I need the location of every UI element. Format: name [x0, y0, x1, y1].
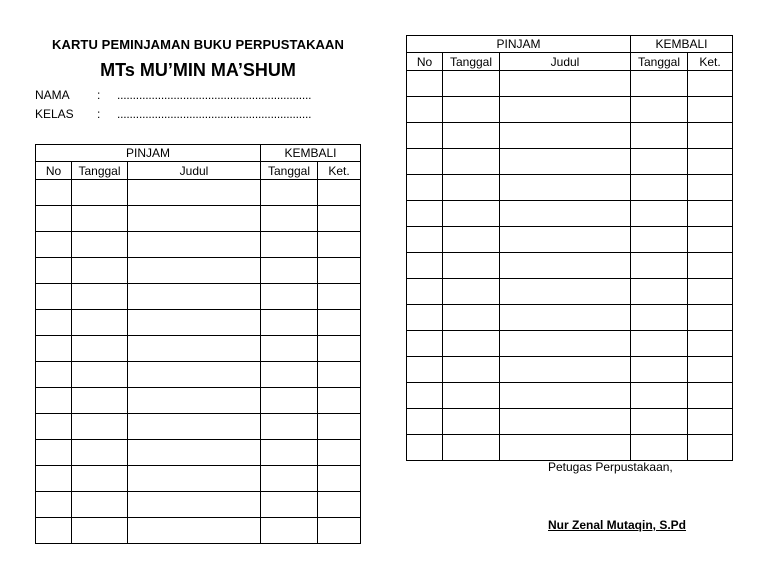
table-row [36, 362, 361, 388]
table-cell [443, 97, 500, 123]
table-cell [128, 440, 261, 466]
table-cell [261, 388, 318, 414]
table-cell [261, 362, 318, 388]
header-tanggal-pinjam: Tanggal [72, 162, 128, 180]
table-cell [631, 435, 688, 461]
signature-name: Nur Zenal Mutaqin, S.Pd [548, 518, 687, 532]
table-cell [407, 227, 443, 253]
table-cell [631, 123, 688, 149]
header-pinjam: PINJAM [36, 145, 261, 162]
table-cell [261, 180, 318, 206]
table-cell [72, 206, 128, 232]
table-cell [318, 362, 361, 388]
table-cell [128, 466, 261, 492]
table-row [36, 336, 361, 362]
table-cell [318, 440, 361, 466]
table-cell [36, 362, 72, 388]
table-cell [261, 414, 318, 440]
table-cell [407, 123, 443, 149]
table-row [407, 279, 733, 305]
table-cell [128, 180, 261, 206]
header-tanggal-kembali: Tanggal [631, 53, 688, 71]
table-cell [688, 149, 733, 175]
header-kembali: KEMBALI [631, 36, 733, 53]
table-row [407, 253, 733, 279]
table-row [36, 180, 361, 206]
header-no: No [36, 162, 72, 180]
table-cell [500, 175, 631, 201]
table-cell [318, 258, 361, 284]
table-cell [443, 435, 500, 461]
table-cell [72, 440, 128, 466]
header-judul: Judul [128, 162, 261, 180]
table-cell [128, 362, 261, 388]
table-cell [500, 253, 631, 279]
table-cell [443, 201, 500, 227]
table-cell [500, 227, 631, 253]
table-cell [72, 180, 128, 206]
table-cell [72, 492, 128, 518]
table-cell [443, 71, 500, 97]
table-cell [261, 310, 318, 336]
table-cell [261, 232, 318, 258]
table-row [407, 149, 733, 175]
loan-table-front [35, 144, 361, 544]
table-cell [407, 175, 443, 201]
table-cell [318, 206, 361, 232]
table-cell [72, 336, 128, 362]
header-judul: Judul [500, 53, 631, 71]
table-cell [688, 357, 733, 383]
table-row [407, 383, 733, 409]
table-cell [688, 123, 733, 149]
table-cell [500, 435, 631, 461]
table-cell [128, 232, 261, 258]
table-cell [500, 331, 631, 357]
header-pinjam: PINJAM [407, 36, 631, 53]
table-cell [36, 336, 72, 362]
table-cell [500, 123, 631, 149]
table-cell [72, 466, 128, 492]
signature-title: Petugas Perpustakaan, [548, 460, 673, 474]
table-cell [407, 253, 443, 279]
table-row [36, 440, 361, 466]
table-cell [631, 305, 688, 331]
table-cell [443, 409, 500, 435]
header-ket: Ket. [318, 162, 361, 180]
table-cell [128, 388, 261, 414]
table-cell [72, 310, 128, 336]
school-name: MTs MU’MIN MA’SHUM [100, 60, 296, 80]
table-row [407, 201, 733, 227]
table-cell [407, 97, 443, 123]
card-title: KARTU PEMINJAMAN BUKU PERPUSTAKAAN [51, 37, 345, 52]
table-cell [631, 331, 688, 357]
table-cell [631, 409, 688, 435]
table-row [36, 414, 361, 440]
table-cell [128, 284, 261, 310]
table-cell [443, 305, 500, 331]
table-cell [631, 175, 688, 201]
table-cell [318, 388, 361, 414]
table-cell [407, 201, 443, 227]
table-cell [500, 409, 631, 435]
table-cell [443, 149, 500, 175]
table-cell [72, 362, 128, 388]
table-cell [36, 180, 72, 206]
table-cell [688, 253, 733, 279]
table-row [407, 123, 733, 149]
table-cell [688, 227, 733, 253]
table-cell [72, 232, 128, 258]
table-cell [500, 279, 631, 305]
table-cell [631, 201, 688, 227]
table-cell [261, 284, 318, 310]
name-colon: : [97, 88, 101, 102]
table-cell [688, 71, 733, 97]
table-row [36, 284, 361, 310]
table-cell [407, 357, 443, 383]
table-cell [631, 279, 688, 305]
table-cell [318, 492, 361, 518]
class-colon: : [97, 107, 101, 121]
class-blank-line: .............................................................. [117, 107, 312, 121]
header-ket: Ket. [688, 53, 733, 71]
table-cell [500, 149, 631, 175]
table-cell [688, 409, 733, 435]
table-cell [36, 232, 72, 258]
table-cell [36, 206, 72, 232]
table-cell [407, 149, 443, 175]
table-cell [631, 357, 688, 383]
table-cell [36, 492, 72, 518]
table-cell [443, 175, 500, 201]
table-cell [36, 440, 72, 466]
table-row [407, 175, 733, 201]
table-cell [36, 518, 72, 544]
table-cell [261, 518, 318, 544]
table-cell [261, 206, 318, 232]
name-blank-line: .............................................................. [117, 88, 312, 102]
table-cell [128, 518, 261, 544]
table-cell [36, 388, 72, 414]
table-cell [688, 97, 733, 123]
table-cell [318, 466, 361, 492]
table-row [407, 227, 733, 253]
table-cell [72, 518, 128, 544]
table-cell [407, 409, 443, 435]
table-cell [631, 71, 688, 97]
table-cell [407, 435, 443, 461]
table-row [36, 232, 361, 258]
table-cell [318, 336, 361, 362]
loan-table-back [406, 35, 733, 461]
table-cell [261, 492, 318, 518]
table-cell [407, 279, 443, 305]
table-cell [688, 331, 733, 357]
table-row [407, 331, 733, 357]
table-cell [36, 466, 72, 492]
table-cell [631, 383, 688, 409]
table-cell [407, 383, 443, 409]
table-cell [443, 331, 500, 357]
table-cell [688, 175, 733, 201]
table-cell [500, 97, 631, 123]
table-row [407, 409, 733, 435]
table-cell [443, 383, 500, 409]
table-cell [261, 258, 318, 284]
table-row [36, 492, 361, 518]
table-cell [128, 258, 261, 284]
header-kembali: KEMBALI [261, 145, 361, 162]
class-label: KELAS [35, 107, 74, 121]
table-cell [688, 383, 733, 409]
table-cell [72, 258, 128, 284]
table-cell [443, 279, 500, 305]
table-row [407, 435, 733, 461]
table-cell [500, 201, 631, 227]
table-cell [318, 518, 361, 544]
table-cell [443, 357, 500, 383]
header-tanggal-pinjam: Tanggal [443, 53, 500, 71]
table-row [407, 71, 733, 97]
table-cell [128, 492, 261, 518]
table-cell [407, 305, 443, 331]
table-cell [36, 284, 72, 310]
table-row [36, 258, 361, 284]
table-cell [407, 331, 443, 357]
table-cell [318, 310, 361, 336]
header-no: No [407, 53, 443, 71]
table-cell [631, 97, 688, 123]
table-cell [443, 227, 500, 253]
table-cell [318, 232, 361, 258]
table-cell [72, 414, 128, 440]
table-row [407, 305, 733, 331]
table-row [407, 357, 733, 383]
table-row [36, 310, 361, 336]
table-cell [72, 388, 128, 414]
table-cell [500, 383, 631, 409]
table-cell [72, 284, 128, 310]
table-row [36, 518, 361, 544]
table-cell [128, 206, 261, 232]
table-cell [631, 253, 688, 279]
table-cell [318, 180, 361, 206]
table-cell [500, 71, 631, 97]
header-tanggal-kembali: Tanggal [261, 162, 318, 180]
table-cell [318, 284, 361, 310]
table-cell [36, 414, 72, 440]
table-cell [443, 253, 500, 279]
table-cell [443, 123, 500, 149]
table-cell [128, 414, 261, 440]
table-cell [407, 71, 443, 97]
table-cell [688, 201, 733, 227]
table-cell [688, 305, 733, 331]
table-row [407, 97, 733, 123]
table-cell [128, 310, 261, 336]
table-cell [688, 435, 733, 461]
table-cell [261, 466, 318, 492]
table-cell [631, 149, 688, 175]
table-cell [688, 279, 733, 305]
name-label: NAMA [35, 88, 70, 102]
table-cell [500, 357, 631, 383]
table-cell [36, 258, 72, 284]
table-row [36, 388, 361, 414]
table-cell [261, 336, 318, 362]
table-cell [36, 310, 72, 336]
table-cell [128, 336, 261, 362]
table-row [36, 206, 361, 232]
table-row [36, 466, 361, 492]
table-cell [261, 440, 318, 466]
table-cell [631, 227, 688, 253]
table-cell [318, 414, 361, 440]
table-cell [500, 305, 631, 331]
